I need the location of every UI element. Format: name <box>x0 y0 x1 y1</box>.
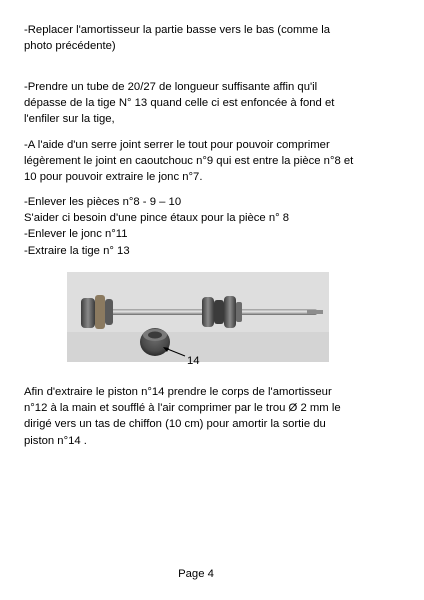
disc-mid-3 <box>224 296 236 328</box>
disc-left-2 <box>95 295 105 329</box>
rod-13 <box>85 309 317 315</box>
text-line: dirigé vers un tas de chiffon (10 cm) pour amortir la sortie du <box>24 418 326 431</box>
disc-mid-2 <box>214 300 224 324</box>
instruction-paragraph-5 <box>24 384 404 449</box>
text-line: -A l'aide d'un serre joint serrer le tout pour pouvoir comprimer <box>24 139 330 151</box>
instruction-paragraph-3 <box>24 137 404 186</box>
text-line: piston n°14 . <box>24 434 87 447</box>
disc-left-1 <box>81 298 95 328</box>
rod-thread <box>307 310 323 314</box>
page-number: Page 4 <box>178 568 214 580</box>
disc-mid-4 <box>236 302 242 322</box>
instruction-paragraph-2 <box>24 79 404 128</box>
text-line: Afin d'extraire le piston n°14 prendre le corps de l'amortisseur <box>24 386 332 398</box>
text-line: photo précédente) <box>24 40 116 53</box>
disc-mid-1 <box>202 297 214 327</box>
callout-label-14: 14 <box>187 355 200 367</box>
page-footer <box>0 568 424 580</box>
text-line: -Extraire la tige n° 13 <box>24 244 130 257</box>
text-line: l'enfiler sur la tige, <box>24 113 115 126</box>
instruction-paragraph-4 <box>24 194 404 259</box>
text-line: -Replacer l'amortisseur la partie basse vers le bas (comme la <box>24 24 331 36</box>
text-line: -Prendre un tube de 20/27 de longueur suffisante affin qu'il <box>24 81 318 93</box>
instruction-paragraph-1 <box>24 22 404 54</box>
text-line: -Enlever les pièces n°8 - 9 – 10 <box>24 196 182 208</box>
text-line: -Enlever le jonc n°11 <box>24 228 128 241</box>
text-line: légèrement le joint en caoutchouc n°9 qui est entre la pièce n°8 et <box>24 155 354 168</box>
shock-absorber-parts-photo <box>67 272 329 362</box>
text-line: S'aider ci besoin d'une pince étaux pour la pièce n° 8 <box>24 212 290 225</box>
text-line: n°12 à la main et soufflé à l'air comprimer par le trou Ø 2 mm le <box>24 402 341 415</box>
disc-left-3 <box>105 299 113 325</box>
text-line: dépasse de la tige N° 13 quand celle ci est enfoncée à fond et <box>24 97 335 110</box>
text-line: 10 pour pouvoir extraire le jonc n°7. <box>24 171 203 184</box>
photo-illustration <box>67 272 329 362</box>
